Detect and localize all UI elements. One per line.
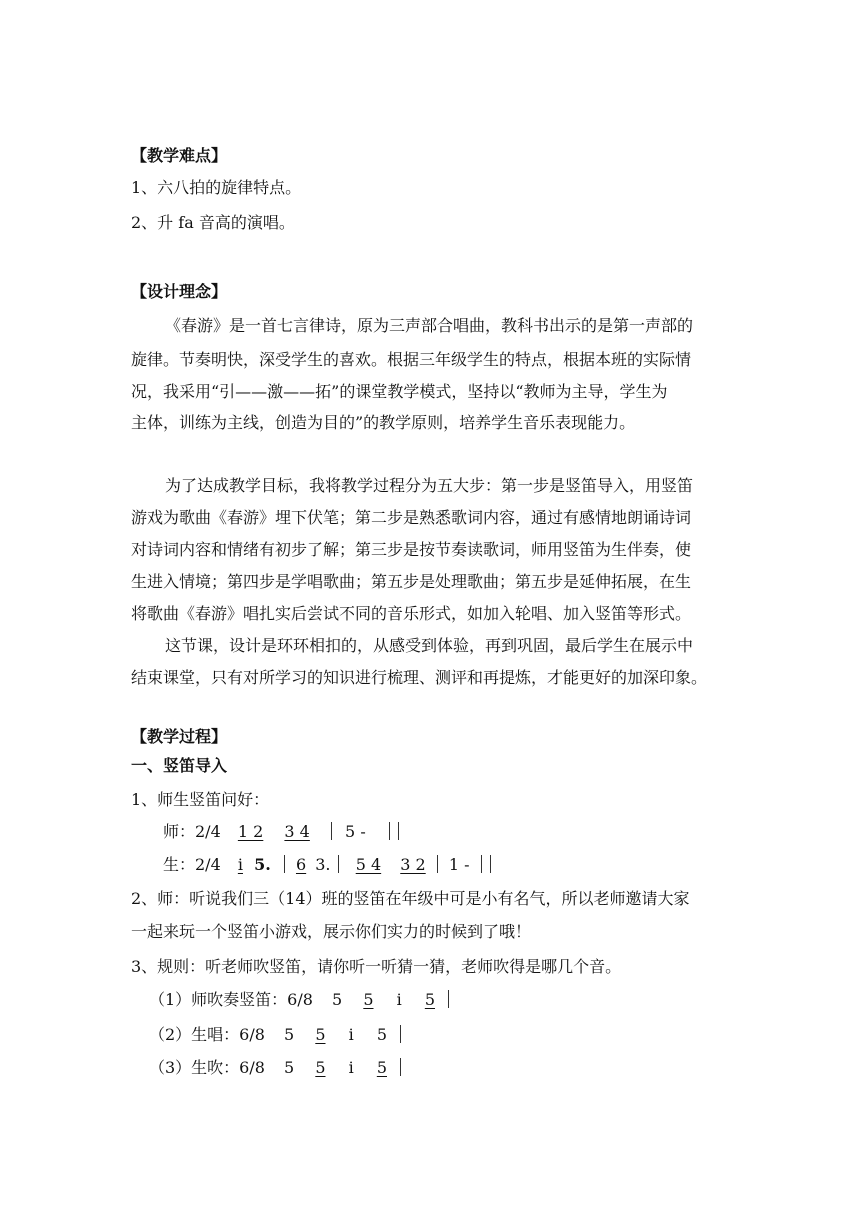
row-note: 5 bbox=[332, 990, 343, 1009]
student-note-g: 1 - bbox=[448, 855, 470, 874]
student-note-b: 5. bbox=[254, 855, 271, 874]
process-title: 【教学过程】 bbox=[131, 727, 228, 746]
row-label: （1）师吹奏竖笛：6/8 bbox=[149, 990, 313, 1009]
barline bbox=[284, 855, 285, 873]
design-p2-line3: 对诗词内容和情绪有初步了解；第三步是按节奏读歌词，师用竖笛为生伴奏，使 bbox=[131, 540, 692, 559]
student-note-c: 6 bbox=[295, 855, 307, 874]
row-1 bbox=[149, 990, 449, 1010]
row-label: （3）生吹：6/8 bbox=[149, 1058, 265, 1077]
design-p3-line2: 结束课堂，只有对所学习的知识进行梳理、测评和再提炼，才能更好的加深印象。 bbox=[131, 668, 708, 687]
row-note: 5 bbox=[284, 1058, 295, 1077]
teacher-note-b: 3 4 bbox=[284, 822, 310, 841]
barline bbox=[398, 822, 399, 840]
process-item2-line1: 2、师：听说我们三（14）班的竖笛在年级中可是小有名气，所以老师邀请大家 bbox=[131, 889, 690, 908]
barline bbox=[481, 855, 482, 873]
design-p2-line1: 为了达成教学目标，我将教学过程分为五大步：第一步是竖笛导入，用竖笛 bbox=[165, 476, 694, 495]
design-title: 【设计理念】 bbox=[131, 282, 228, 301]
barline bbox=[331, 822, 332, 840]
row-3 bbox=[149, 1058, 401, 1078]
design-p2-line4: 生进入情境；第四步是学唱歌曲；第五步是处理歌曲；第五步是延伸拓展，在生 bbox=[131, 572, 692, 591]
process-item3: 3、规则：听老师吹竖笛，请你听一听猜一猜，老师吹得是哪几个音。 bbox=[131, 957, 622, 976]
row-note: i bbox=[396, 990, 402, 1009]
barline bbox=[437, 855, 438, 873]
barline bbox=[389, 822, 390, 840]
design-p2-line5: 将歌曲《春游》唱扎实后尝试不同的音乐形式，如加入轮唱、加入竖笛等形式。 bbox=[131, 604, 692, 623]
student-note-f: 3 2 bbox=[400, 855, 426, 874]
barline bbox=[448, 990, 449, 1008]
row-note: 5 bbox=[315, 1058, 326, 1077]
process-item1: 1、师生竖笛问好： bbox=[131, 790, 270, 809]
design-p2-line2: 游戏为歌曲《春游》埋下伏笔；第二步是熟悉歌词内容，通过有感情地朗诵诗词 bbox=[131, 508, 692, 527]
row-note: 5 bbox=[284, 1025, 295, 1044]
barline bbox=[338, 855, 339, 873]
teacher-notation bbox=[163, 822, 399, 842]
design-p1-line3: 况，我采用“引——激——拓”的课堂教学模式，坚持以“教师为主导，学生为 bbox=[131, 382, 668, 401]
difficulty-item-1: 1、六八拍的旋律特点。 bbox=[131, 178, 302, 197]
row-note: 5 bbox=[376, 1025, 387, 1044]
barline bbox=[400, 1025, 401, 1043]
design-p3-line1: 这节课，设计是环环相扣的，从感受到体验，再到巩固，最后学生在展示中 bbox=[165, 636, 694, 655]
row-note: 5 bbox=[363, 990, 374, 1009]
difficulty-title: 【教学难点】 bbox=[131, 146, 228, 165]
student-note-d: 3. bbox=[315, 855, 331, 874]
row-note: 5 bbox=[315, 1025, 326, 1044]
row-note: i bbox=[348, 1058, 354, 1077]
student-label: 生：2/4 bbox=[163, 855, 221, 874]
student-notation bbox=[163, 855, 491, 875]
row-label: （2）生唱：6/8 bbox=[149, 1025, 265, 1044]
row-note: 5 bbox=[376, 1058, 387, 1077]
row-2 bbox=[149, 1025, 401, 1045]
teacher-label: 师：2/4 bbox=[163, 822, 221, 841]
design-p1-line1: 《春游》是一首七言律诗，原为三声部合唱曲，教科书出示的是第一声部的 bbox=[165, 316, 694, 335]
row-note: 5 bbox=[424, 990, 435, 1009]
design-p1-line4: 主体，训练为主线，创造为目的”的教学原则，培养学生音乐表现能力。 bbox=[131, 413, 636, 432]
row-note: i bbox=[348, 1025, 354, 1044]
barline bbox=[490, 855, 491, 873]
process-item2-line2: 一起来玩一个竖笛小游戏，展示你们实力的时候到了哦！ bbox=[131, 922, 532, 941]
teacher-note-c: 5 - bbox=[345, 822, 366, 841]
teacher-note-a: 1 2 bbox=[237, 822, 264, 841]
process-sec1: 一、竖笛导入 bbox=[131, 756, 228, 775]
student-note-a: i bbox=[237, 855, 243, 874]
student-note-e: 5 4 bbox=[355, 855, 382, 874]
difficulty-item-2: 2、升 fa 音高的演唱。 bbox=[131, 213, 295, 232]
barline bbox=[400, 1058, 401, 1076]
design-p1-line2: 旋律。节奏明快，深受学生的喜欢。根据三年级学生的特点，根据本班的实际情 bbox=[131, 350, 692, 369]
